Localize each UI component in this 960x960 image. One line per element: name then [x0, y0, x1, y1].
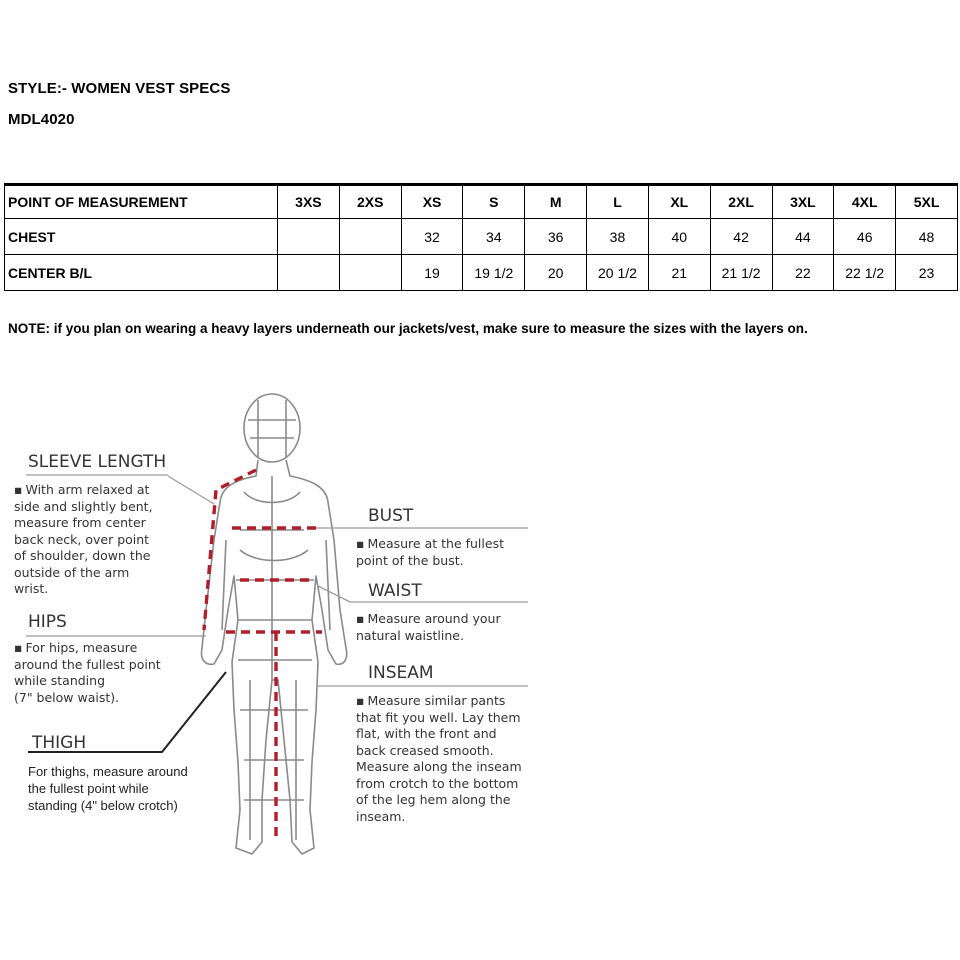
- waist-text: ▪ Measure around your natural waistline.: [356, 611, 546, 644]
- table-cell: [339, 255, 401, 291]
- size-spec-table: [4, 183, 958, 291]
- table-cell: 20: [525, 255, 587, 291]
- style-title: STYLE:- WOMEN VEST SPECS: [8, 80, 231, 97]
- table-cell: 48: [896, 219, 958, 255]
- table-cell: 40: [648, 219, 710, 255]
- table-cell: [278, 219, 340, 255]
- table-cell: [278, 255, 340, 291]
- body-outline: [202, 394, 347, 854]
- waist-title: WAIST: [368, 581, 422, 601]
- table-cell: 44: [772, 219, 834, 255]
- column-header: M: [525, 185, 587, 219]
- table-cell: 34: [463, 219, 525, 255]
- table-cell: 23: [896, 255, 958, 291]
- layering-note: NOTE: if you plan on wearing a heavy layers underneath our jackets/vest, make sure to measure the sizes with the layers on.: [8, 321, 808, 336]
- bust-text: ▪ Measure at the fullest point of the bust.: [356, 536, 546, 569]
- column-header: 3XS: [278, 185, 340, 219]
- table-cell: 32: [401, 219, 463, 255]
- hips-title: HIPS: [28, 612, 67, 632]
- table-cell: 19 1/2: [463, 255, 525, 291]
- column-header: S: [463, 185, 525, 219]
- table-cell: 38: [587, 219, 649, 255]
- table-cell: [339, 219, 401, 255]
- hips-text: ▪ For hips, measure around the fullest point while standing (7" below waist).: [14, 640, 194, 706]
- table-cell: 36: [525, 219, 587, 255]
- column-header: POINT OF MEASUREMENT: [5, 185, 278, 219]
- table-cell: 19: [401, 255, 463, 291]
- column-header: 2XL: [710, 185, 772, 219]
- inseam-title: INSEAM: [368, 663, 434, 683]
- table-cell: 21 1/2: [710, 255, 772, 291]
- column-header: 2XS: [339, 185, 401, 219]
- row-label: CENTER B/L: [5, 255, 278, 291]
- bust-title: BUST: [368, 506, 414, 526]
- table-row: [5, 219, 958, 255]
- column-header: XS: [401, 185, 463, 219]
- table-cell: 22 1/2: [834, 255, 896, 291]
- table-cell: 42: [710, 219, 772, 255]
- sleeve-length-title: SLEEVE LENGTH: [28, 452, 167, 472]
- column-header: 3XL: [772, 185, 834, 219]
- column-header: L: [587, 185, 649, 219]
- table-row: [5, 255, 958, 291]
- thigh-title: THIGH: [32, 733, 87, 753]
- table-cell: 20 1/2: [587, 255, 649, 291]
- table-cell: 22: [772, 255, 834, 291]
- table-cell: 46: [834, 219, 896, 255]
- column-header: 5XL: [896, 185, 958, 219]
- row-label: CHEST: [5, 219, 278, 255]
- model-number: MDL4020: [8, 111, 75, 128]
- column-header: XL: [648, 185, 710, 219]
- table-cell: 21: [648, 255, 710, 291]
- thigh-text: For thighs, measure around the fullest point while standing (4" below crotch): [28, 764, 188, 813]
- column-header: 4XL: [834, 185, 896, 219]
- sleeve-length-text: ▪ With arm relaxed at side and slightly bent, measure from center back neck, over point of shoulder, down the outside of the arm wrist.: [14, 482, 194, 598]
- sleeve-guide: [204, 470, 256, 630]
- inseam-text: ▪ Measure similar pants that fit you well. Lay them flat, with the front and back creased smooth. Measure along the inseam from crotch to the bottom of the leg hem along the inseam.: [356, 693, 556, 825]
- table-header-row: [5, 185, 958, 219]
